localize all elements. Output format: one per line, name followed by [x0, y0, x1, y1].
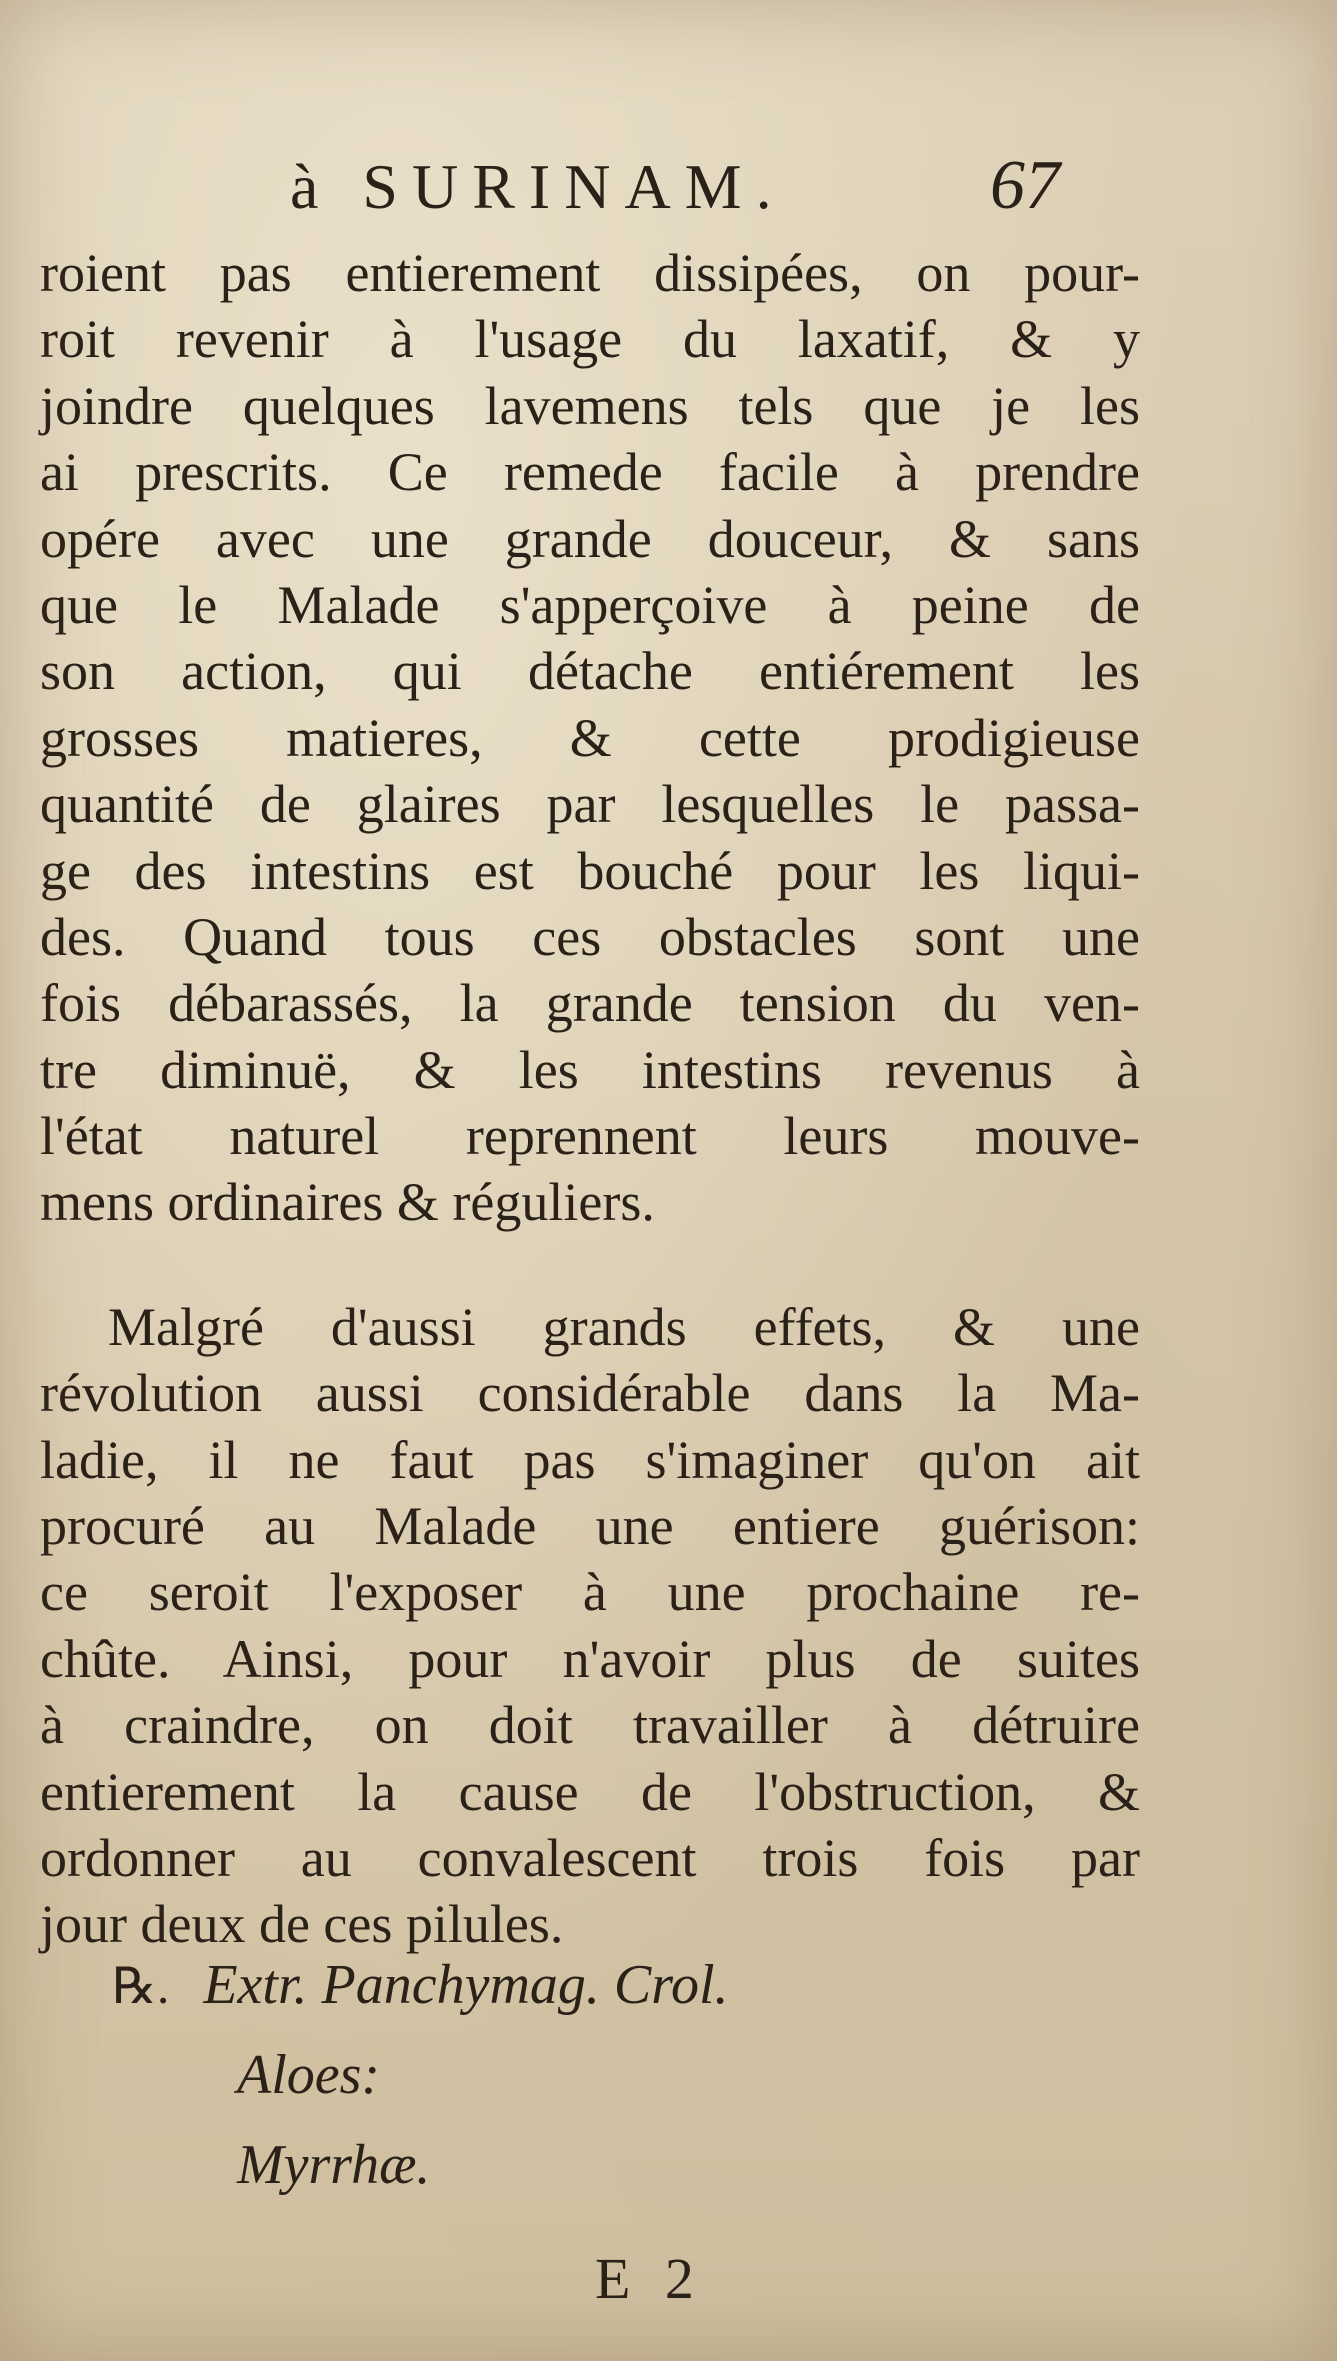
- text-line: ce seroit l'exposer à une prochaine re-: [40, 1562, 1140, 1623]
- running-title: à SURINAM.: [290, 151, 786, 222]
- page-number: 67: [990, 147, 1060, 224]
- text-line: ge des intestins est bouché pour les liqui-: [40, 840, 1140, 901]
- text-line: grosses matieres, & cette prodigieuse: [40, 707, 1140, 768]
- text-line: joindre quelques lavemens tels que je les: [40, 375, 1140, 436]
- text-line: procuré au Malade une entiere guérison:: [40, 1496, 1140, 1557]
- text-line: des. Quand tous ces obstacles sont une: [40, 906, 1140, 967]
- recipe-symbol: ℞.: [112, 1958, 170, 2014]
- prescription-item: Extr. Panchymag. Crol.: [203, 1954, 729, 2016]
- text-line: jour deux de ces pilules.: [40, 1894, 564, 1955]
- text-line: que le Malade s'apperçoive à peine de: [40, 574, 1140, 635]
- text-line: tre diminuë, & les intestins revenus à: [40, 1039, 1140, 1100]
- running-header: [0, 147, 1337, 240]
- text-line: révolution aussi considérable dans la Ma-: [40, 1363, 1140, 1424]
- paragraph-2: [40, 1294, 1140, 1958]
- prescription: [112, 1940, 729, 2210]
- signature-mark: E 2: [595, 2246, 704, 2311]
- text-line: Malgré d'aussi grands effets, & une: [108, 1296, 1140, 1357]
- text-line: mens ordinaires & réguliers.: [40, 1172, 655, 1233]
- text-line: à craindre, on doit travailler à détruire: [40, 1695, 1140, 1756]
- body-text: [40, 240, 1140, 1958]
- prescription-row: [112, 2030, 729, 2120]
- paragraph-1: [40, 240, 1140, 1236]
- text-line: opére avec une grande douceur, & sans: [40, 508, 1140, 569]
- text-line: ordonner au convalescent trois fois par: [40, 1827, 1140, 1888]
- text-line: fois débarassés, la grande tension du ven-: [40, 973, 1140, 1034]
- text-line: roient pas entierement dissipées, on pour-: [40, 243, 1140, 303]
- prescription-row: [112, 1940, 729, 2030]
- text-line: quantité de glaires par lesquelles le passa-: [40, 774, 1140, 835]
- text-line: entierement la cause de l'obstruction, &: [40, 1761, 1140, 1822]
- prescription-item: Aloes:: [237, 2044, 381, 2106]
- text-line: l'état naturel reprennent leurs mouve-: [40, 1106, 1140, 1167]
- paragraph-spacer: [40, 1236, 1140, 1294]
- text-line: son action, qui détache entiérement les: [40, 641, 1140, 702]
- prescription-item: Myrrhæ.: [237, 2134, 431, 2196]
- prescription-row: [112, 2120, 729, 2210]
- text-line: chûte. Ainsi, pour n'avoir plus de suites: [40, 1628, 1140, 1689]
- text-line: ai prescrits. Ce remede facile à prendre: [40, 442, 1140, 503]
- text-line: roit revenir à l'usage du laxatif, & y: [40, 309, 1140, 370]
- text-line: ladie, il ne faut pas s'imaginer qu'on ait: [40, 1429, 1140, 1490]
